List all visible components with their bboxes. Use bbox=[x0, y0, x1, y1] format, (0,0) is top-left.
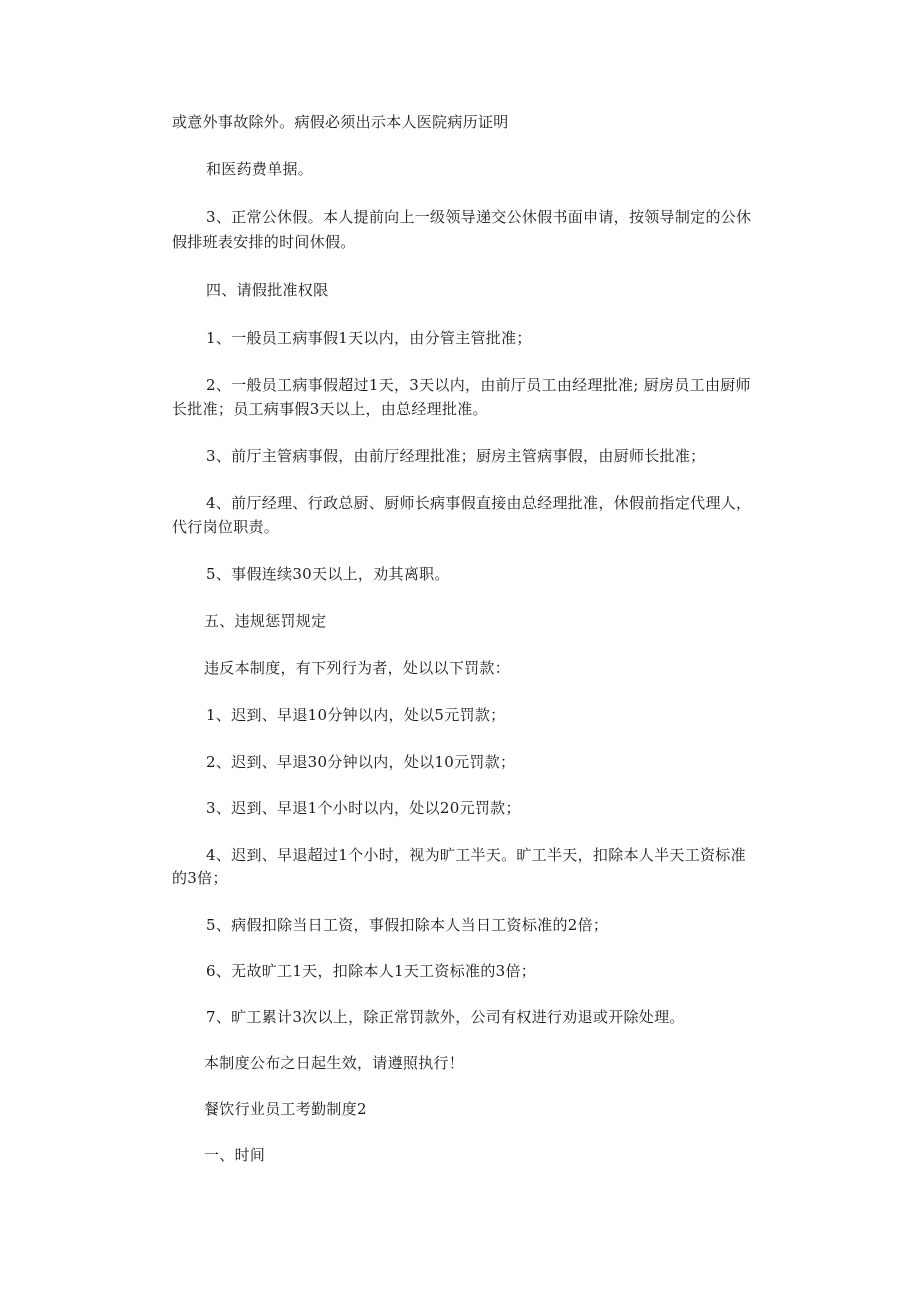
penalty-item-2: 2、迟到、早退30分钟以内，处以10元罚款； bbox=[206, 753, 516, 771]
document-title-2: 餐饮行业员工考勤制度2 bbox=[204, 1100, 367, 1118]
rule-item-5: 5、事假连续30天以上，劝其离职。 bbox=[206, 565, 450, 583]
closing-statement: 本制度公布之日起生效，请遵照执行！ bbox=[204, 1054, 465, 1072]
penalty-item-3: 3、迟到、早退1个小时以内，处以20元罚款； bbox=[206, 799, 521, 817]
paragraph-medical-receipts: 和医药费单据。 bbox=[206, 160, 314, 178]
section-heading-time: 一、时间 bbox=[204, 1146, 266, 1164]
penalty-intro: 违反本制度，有下列行为者，处以以下罚款： bbox=[204, 659, 511, 677]
rule-item-4-line2: 代行岗位职责。 bbox=[172, 518, 280, 536]
paragraph-sick-leave-proof: 或意外事故除外。病假必须出示本人医院病历证明 bbox=[172, 113, 509, 131]
penalty-item-6: 6、无故旷工1天，扣除本人1天工资标准的3倍； bbox=[206, 962, 537, 980]
penalty-item-1: 1、迟到、早退10分钟以内，处以5元罚款； bbox=[206, 706, 506, 724]
penalty-item-5: 5、病假扣除当日工资，事假扣除本人当日工资标准的2倍； bbox=[206, 916, 609, 934]
section-heading-penalties: 五、违规惩罚规定 bbox=[204, 612, 327, 630]
rule-item-4-line1: 4、前厅经理、行政总厨、厨师长病事假直接由总经理批准，休假前指定代理人， bbox=[206, 494, 752, 512]
rule-item-1: 1、一般员工病事假1天以内，由分管主管批准； bbox=[206, 329, 532, 347]
penalty-item-4-line2: 的3倍； bbox=[172, 869, 228, 887]
paragraph-annual-leave-line1: 3、正常公休假。本人提前向上一级领导递交公休假书面申请，按领导制定的公休 bbox=[206, 208, 752, 226]
rule-item-2-line1: 2、一般员工病事假超过1天，3天以内，由前厅员工由经理批准; 厨房员工由厨师 bbox=[206, 376, 751, 394]
penalty-item-7: 7、旷工累计3次以上，除正常罚款外，公司有权进行劝退或开除处理。 bbox=[206, 1008, 685, 1026]
section-heading-approval-authority: 四、请假批准权限 bbox=[206, 281, 329, 299]
rule-item-2-line2: 长批准；员工病事假3天以上，由总经理批准。 bbox=[172, 400, 488, 418]
rule-item-3: 3、前厅主管病事假，由前厅经理批准；厨房主管病事假，由厨师长批准； bbox=[206, 447, 706, 465]
penalty-item-4-line1: 4、迟到、早退超过1个小时，视为旷工半天。旷工半天，扣除本人半天工资标准 bbox=[206, 846, 746, 864]
paragraph-annual-leave-line2: 假排班表安排的时间休假。 bbox=[172, 233, 356, 251]
